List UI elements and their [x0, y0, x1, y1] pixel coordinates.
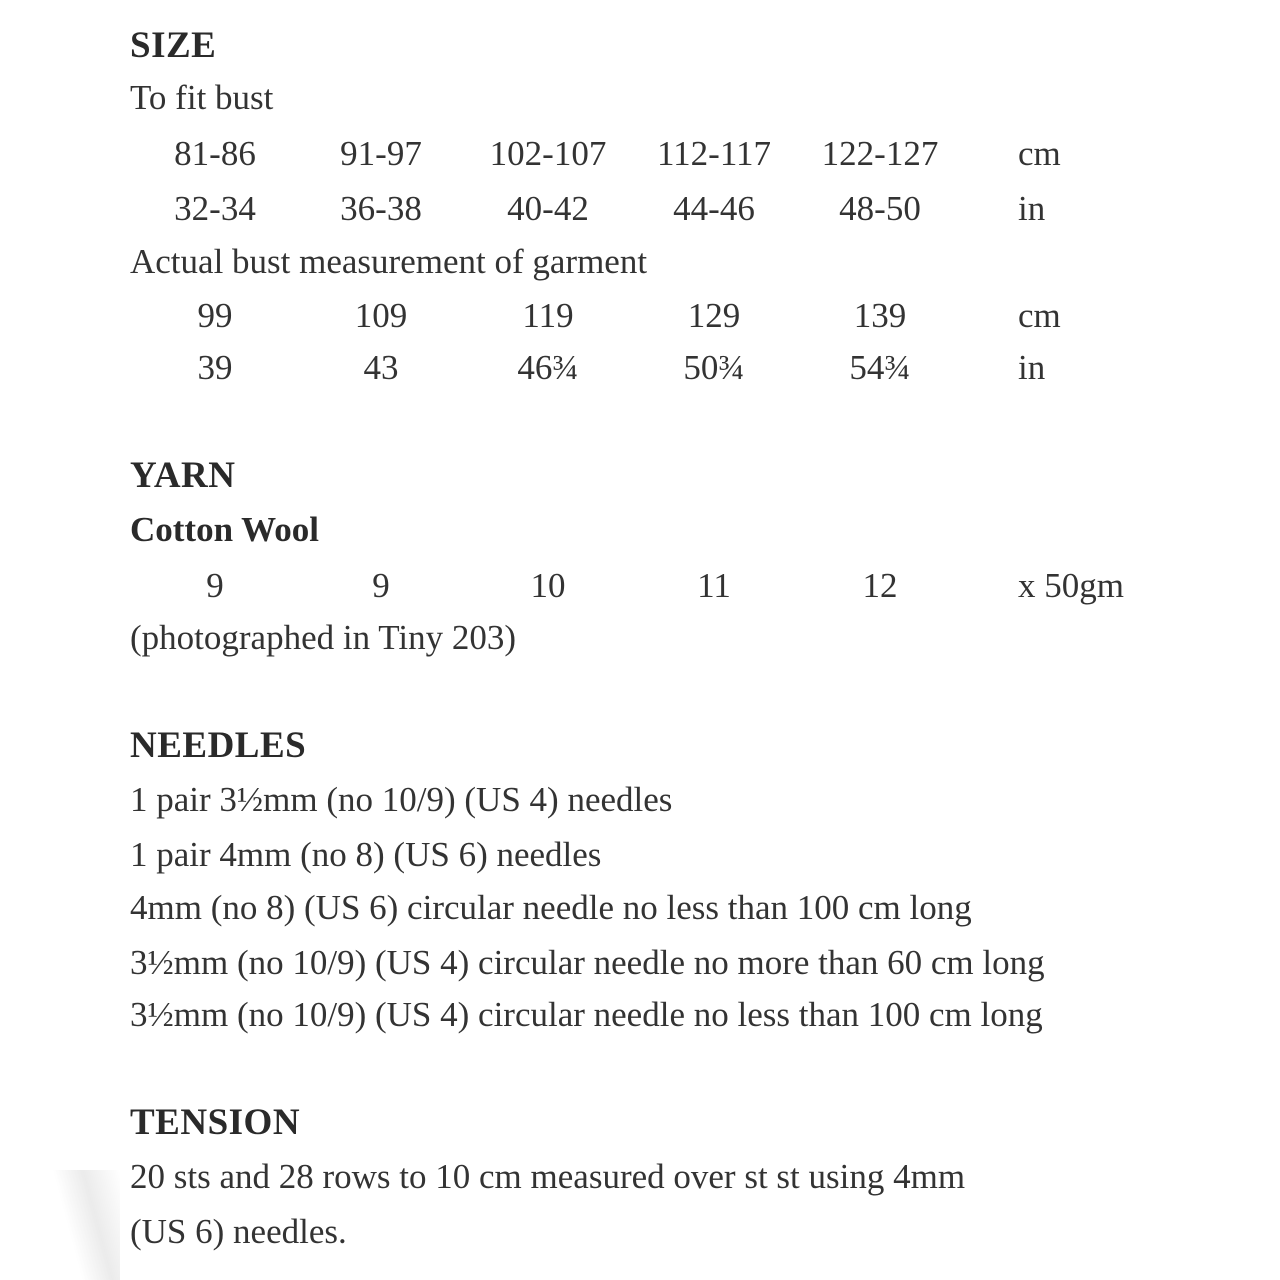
- unit-label: cm: [1018, 134, 1061, 173]
- yarn-quantity-cell: 10: [530, 566, 566, 605]
- unit-label: in: [1018, 348, 1046, 387]
- size-cell: 99: [197, 296, 233, 335]
- actual-bust-cm-row: [0, 296, 1280, 340]
- yarn-quantity-cell: 11: [697, 566, 731, 605]
- yarn-quantity-row: [0, 566, 1280, 610]
- fit-bust-cm-row: [0, 134, 1280, 178]
- fit-bust-label: To fit bust: [130, 78, 274, 117]
- needle-line: 3½mm (no 10/9) (US 4) circular needle no more than 60 cm long: [130, 943, 1045, 982]
- needle-line: 3½mm (no 10/9) (US 4) circular needle no less than 100 cm long: [130, 995, 1043, 1034]
- fit-bust-in-row: [0, 189, 1280, 233]
- yarn-name: Cotton Wool: [130, 510, 319, 549]
- size-cell: 81-86: [174, 134, 256, 173]
- size-cell: 109: [354, 296, 408, 335]
- size-cell: 112-117: [656, 134, 772, 173]
- actual-bust-label: Actual bust measurement of garment: [130, 242, 648, 281]
- yarn-quantity-cell: 9: [206, 566, 224, 605]
- size-cell: 102-107: [489, 134, 607, 173]
- yarn-quantity-cell: 12: [862, 566, 898, 605]
- actual-bust-in-row: [0, 348, 1280, 392]
- size-cell: 91-97: [340, 134, 422, 173]
- size-cell: 43: [363, 348, 399, 387]
- size-cell: 122-127: [821, 134, 939, 173]
- needle-line: 1 pair 3½mm (no 10/9) (US 4) needles: [130, 780, 673, 819]
- needles-heading: NEEDLES: [130, 725, 307, 766]
- unit-label: in: [1018, 189, 1046, 228]
- size-cell: 119: [522, 296, 574, 335]
- needle-line: 4mm (no 8) (US 6) circular needle no less than 100 cm long: [130, 888, 972, 927]
- yarn-heading: YARN: [130, 455, 236, 496]
- needle-line: 1 pair 4mm (no 8) (US 6) needles: [130, 835, 602, 874]
- size-cell: 129: [687, 296, 741, 335]
- yarn-note: (photographed in Tiny 203): [130, 618, 516, 657]
- size-cell: 44-46: [673, 189, 755, 228]
- size-cell: 50¾: [683, 348, 745, 387]
- size-cell: 36-38: [340, 189, 422, 228]
- tension-line: 20 sts and 28 rows to 10 cm measured over st st using 4mm: [130, 1157, 966, 1196]
- tension-line: (US 6) needles.: [130, 1212, 347, 1251]
- size-cell: 32-34: [174, 189, 256, 228]
- size-cell: 46¾: [517, 348, 579, 387]
- size-cell: 39: [197, 348, 233, 387]
- tension-heading: TENSION: [130, 1102, 301, 1143]
- size-cell: 139: [853, 296, 907, 335]
- unit-label: x 50gm: [1018, 566, 1124, 605]
- unit-label: cm: [1018, 296, 1061, 335]
- size-cell: 54¾: [849, 348, 911, 387]
- size-cell: 48-50: [839, 189, 921, 228]
- yarn-quantity-cell: 9: [372, 566, 390, 605]
- size-cell: 40-42: [507, 189, 589, 228]
- size-heading: SIZE: [130, 25, 217, 66]
